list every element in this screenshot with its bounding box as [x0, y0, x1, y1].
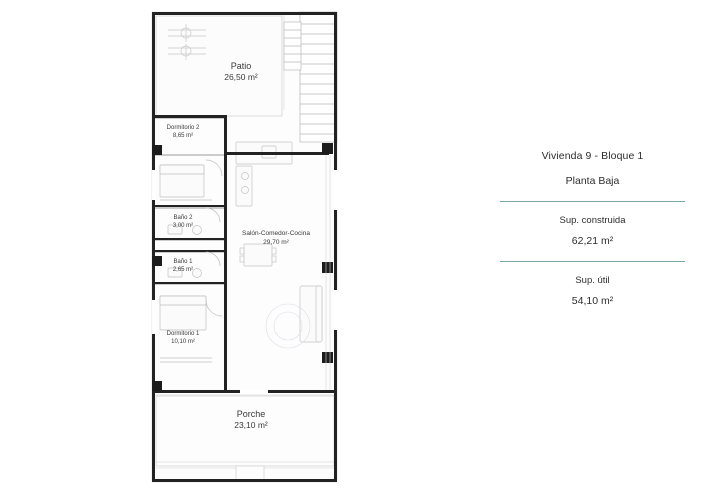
room-area: 2,65 m² [172, 267, 194, 274]
room-name: Baño 2 [173, 215, 193, 221]
room-name: Salón-Comedor-Cocina [242, 230, 310, 237]
room-area: 29,70 m² [263, 238, 289, 246]
room-area: 10,10 m² [171, 339, 195, 346]
room-area: 8,65 m² [172, 133, 194, 140]
room-area: 3,00 m² [172, 223, 194, 230]
built-area-value: 62,21 m² [571, 235, 614, 247]
room-name: Dormitorio 2 [166, 125, 200, 131]
room-area: 23,10 m² [234, 420, 268, 431]
divider-bottom [500, 261, 685, 262]
room-name: Dormitorio 1 [166, 331, 200, 337]
dwelling-title: Vivienda 9 - Bloque 1 [541, 150, 644, 162]
room-area: 26,50 m² [224, 72, 258, 83]
usable-area-value: 54,10 m² [571, 295, 614, 307]
divider-top [500, 201, 685, 202]
built-area-label: Sup. construida [559, 215, 626, 226]
room-name: Baño 1 [173, 259, 193, 265]
floor-subtitle: Planta Baja [565, 175, 620, 187]
room-name: Porche [236, 409, 266, 419]
info-panel [500, 150, 685, 321]
usable-area-label: Sup. útil [575, 275, 610, 286]
patio-area [156, 16, 282, 116]
room-name: Patio [230, 61, 252, 71]
